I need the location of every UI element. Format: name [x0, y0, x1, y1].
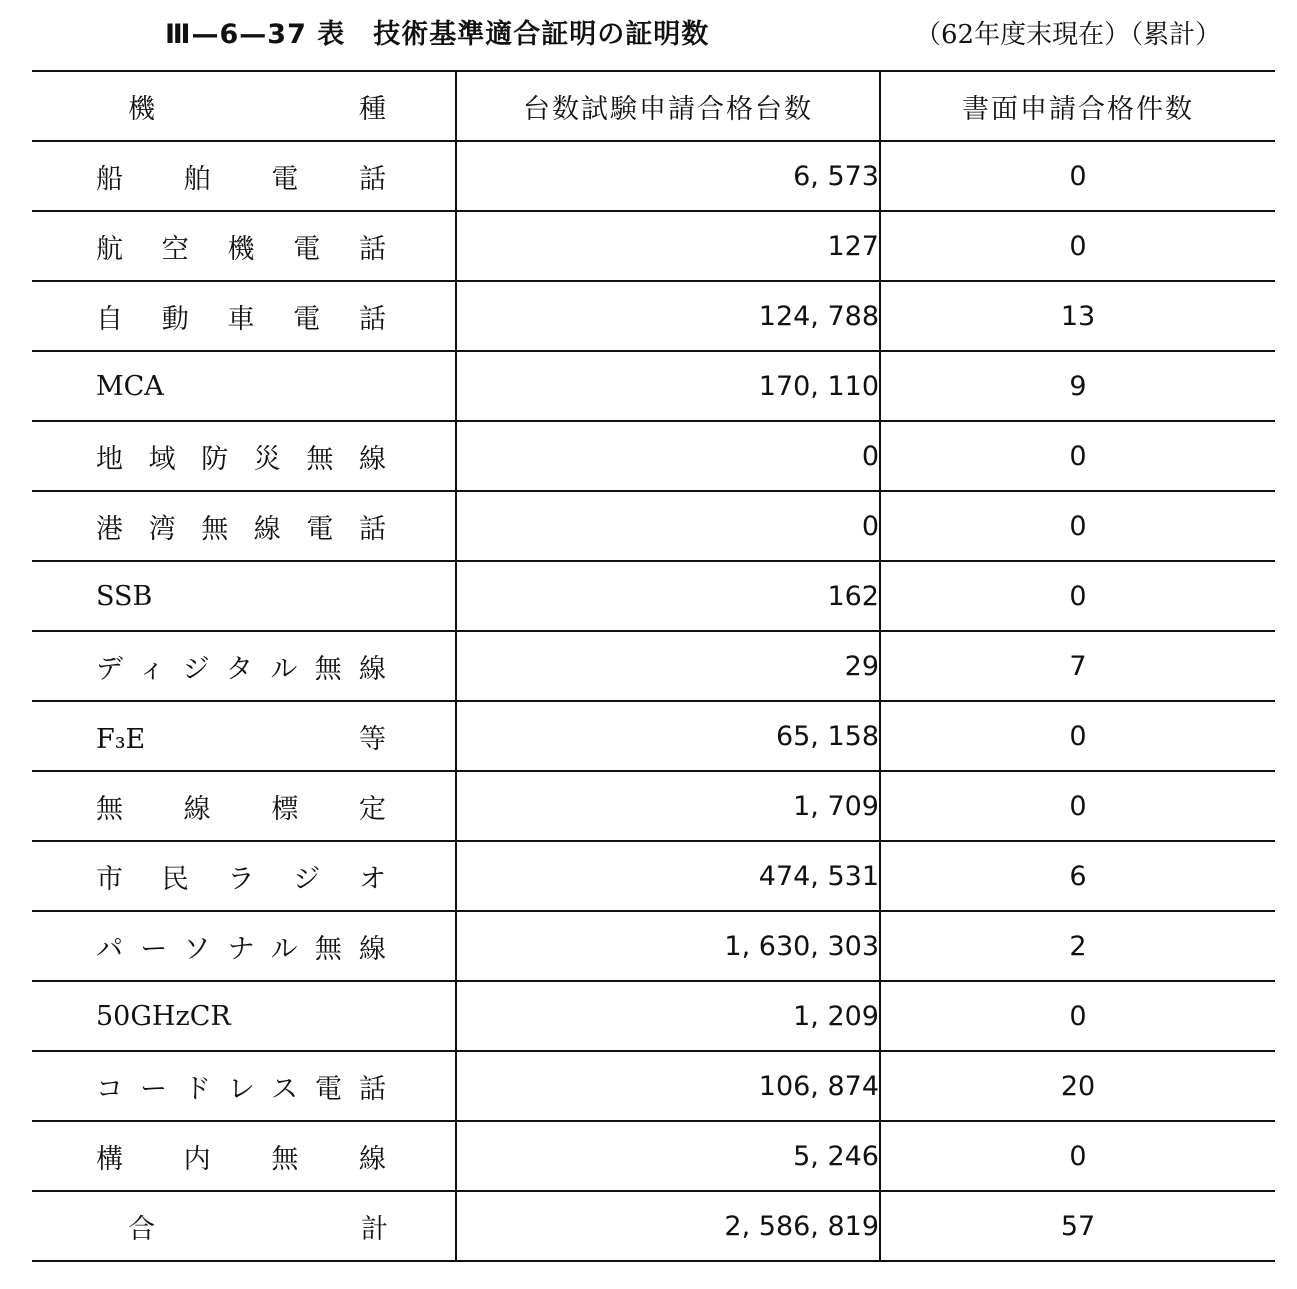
kind-cell: 構内無線 — [32, 1121, 456, 1191]
units-cell: 162 — [456, 561, 880, 631]
documents-cell: 20 — [880, 1051, 1275, 1121]
documents-cell: 0 — [880, 211, 1275, 281]
kind-cell: SSB — [32, 561, 456, 631]
documents-cell: 0 — [880, 1121, 1275, 1191]
kind-cell: コードレス電話 — [32, 1051, 456, 1121]
units-cell: 5, 246 — [456, 1121, 880, 1191]
kind-cell: F₃E等 — [32, 701, 456, 771]
documents-cell: 7 — [880, 631, 1275, 701]
documents-cell: 6 — [880, 841, 1275, 911]
table-row — [32, 351, 1275, 421]
units-cell: 1, 630, 303 — [456, 911, 880, 981]
total-documents-cell: 57 — [880, 1191, 1275, 1261]
kind-cell: ディジタル無線 — [32, 631, 456, 701]
table-row — [32, 841, 1275, 911]
documents-cell: 0 — [880, 141, 1275, 211]
table-row — [32, 1121, 1275, 1191]
table-title: Ⅲ—6—37 表 技術基準適合証明の証明数 — [165, 19, 710, 50]
documents-cell: 0 — [880, 491, 1275, 561]
units-cell: 170, 110 — [456, 351, 880, 421]
table-row — [32, 281, 1275, 351]
table-title-row — [0, 0, 1297, 68]
units-cell: 124, 788 — [456, 281, 880, 351]
certification-table — [32, 70, 1275, 1262]
documents-cell: 0 — [880, 701, 1275, 771]
table-row — [32, 981, 1275, 1051]
kind-cell: 市民ラジオ — [32, 841, 456, 911]
table-row — [32, 141, 1275, 211]
table-row — [32, 421, 1275, 491]
table-row — [32, 631, 1275, 701]
units-cell: 29 — [456, 631, 880, 701]
units-cell: 0 — [456, 421, 880, 491]
total-row — [32, 1191, 1275, 1261]
kind-cell: 船舶電話 — [32, 141, 456, 211]
table-row — [32, 561, 1275, 631]
total-label-cell: 合計 — [32, 1191, 456, 1261]
kind-cell: MCA — [32, 351, 456, 421]
table-row — [32, 911, 1275, 981]
table-row — [32, 1051, 1275, 1121]
units-cell: 127 — [456, 211, 880, 281]
kind-cell: 50GHzCR — [32, 981, 456, 1051]
documents-cell: 2 — [880, 911, 1275, 981]
header-kind: 機種 — [32, 71, 456, 141]
documents-cell: 13 — [880, 281, 1275, 351]
units-cell: 1, 709 — [456, 771, 880, 841]
table-row — [32, 771, 1275, 841]
kind-cell: 港湾無線電話 — [32, 491, 456, 561]
kind-cell: 航空機電話 — [32, 211, 456, 281]
units-cell: 65, 158 — [456, 701, 880, 771]
units-cell: 0 — [456, 491, 880, 561]
documents-cell: 0 — [880, 981, 1275, 1051]
documents-cell: 0 — [880, 771, 1275, 841]
units-cell: 474, 531 — [456, 841, 880, 911]
table-row — [32, 701, 1275, 771]
kind-cell: パーソナル無線 — [32, 911, 456, 981]
documents-cell: 0 — [880, 561, 1275, 631]
units-cell: 6, 573 — [456, 141, 880, 211]
units-cell: 1, 209 — [456, 981, 880, 1051]
kind-cell: 無線標定 — [32, 771, 456, 841]
table-row — [32, 491, 1275, 561]
units-cell: 106, 874 — [456, 1051, 880, 1121]
total-units-cell: 2, 586, 819 — [456, 1191, 880, 1261]
documents-cell: 0 — [880, 421, 1275, 491]
header-units: 台数試験申請合格台数 — [456, 71, 880, 141]
documents-cell: 9 — [880, 351, 1275, 421]
header-row — [32, 71, 1275, 141]
table-date-note: （62年度末現在）（累計） — [915, 20, 1222, 50]
kind-cell: 自動車電話 — [32, 281, 456, 351]
header-documents: 書面申請合格件数 — [880, 71, 1275, 141]
table-row — [32, 211, 1275, 281]
kind-cell: 地域防災無線 — [32, 421, 456, 491]
